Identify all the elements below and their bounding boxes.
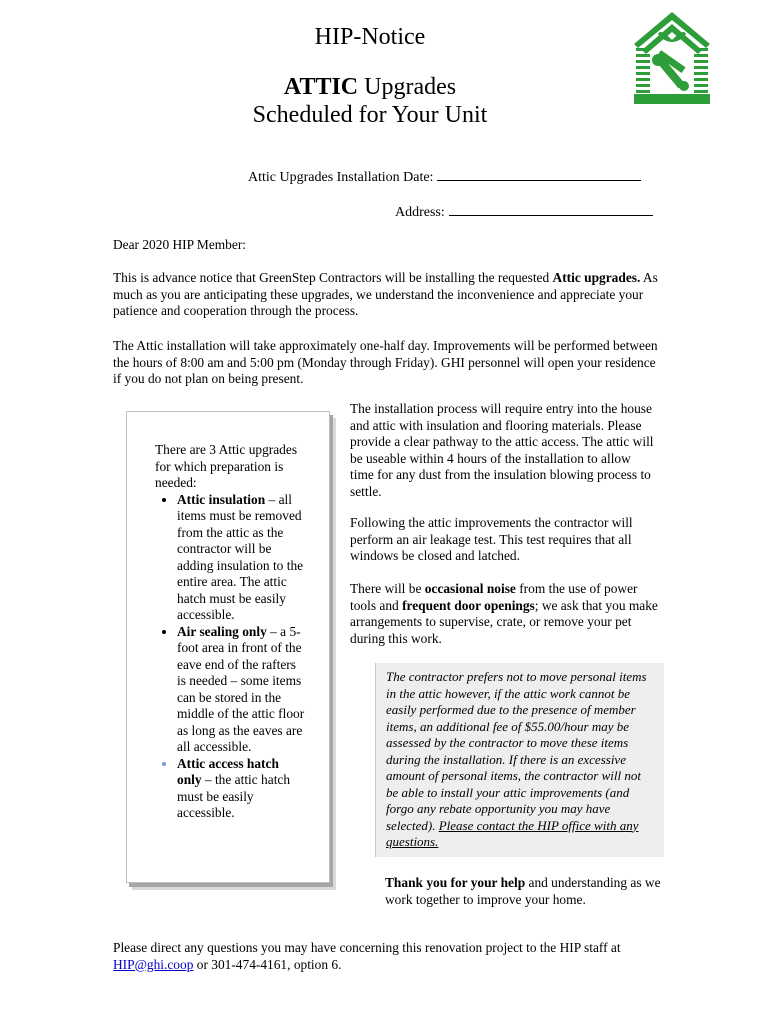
contact-hip-link[interactable]: Please contact the HIP office with any questions. — [386, 817, 639, 849]
address-label: Address: — [395, 205, 445, 220]
contractor-note-box — [375, 663, 664, 857]
list-item — [177, 624, 305, 756]
noise-text-a: There will be — [350, 581, 425, 596]
list-item-title: Attic insulation — [177, 491, 266, 507]
installation-date-blank — [437, 168, 641, 181]
noise-bold: occasional noise — [424, 581, 516, 596]
closing-paragraph — [113, 940, 673, 973]
contractor-note-text: The contractor prefers not to move personal items in the attic however, if the attic work cannot be easily performed due to the presence of member items, an additional fee of $55.00/hour may be assessed by the contractor to move these items during the installation. If there is an excessive amount of personal items, the contractor will not be able to install your attic improvements (and forgo any rebate opportunity you may have selected). — [386, 669, 647, 833]
list-item-text: – the attic hatch must be easily accessible. — [177, 772, 291, 820]
notice-subtitle — [0, 74, 740, 101]
closing-text-a: Please direct any questions you may have concerning this renovation project to the HIP staff at — [113, 940, 621, 955]
installation-process-paragraph: The installation process will require entry into the house and attic with insulation and flooring materials. Please provide a clear pathway to the attic access. The attic will be useable within 4 hours of the installation to allow time for any dust from the insulation blowing process to settle. — [350, 401, 654, 499]
address-blank — [449, 203, 653, 216]
salutation: Dear 2020 HIP Member: — [113, 237, 247, 252]
list-item — [177, 756, 305, 822]
intro-paragraph — [113, 270, 663, 320]
noise-text-c: ; we ask that you make arrangements to supervise, crate, or remove your pet during this work. — [350, 597, 658, 646]
hip-house-tools-logo-icon — [632, 10, 712, 106]
address-field — [395, 203, 653, 221]
noise-paragraph — [350, 581, 660, 647]
installation-date-label: Attic Upgrades Installation Date: — [248, 170, 434, 185]
air-leakage-paragraph: Following the attic improvements the contractor will perform an air leakage test. This test requires that all windows be closed and latched. — [350, 515, 633, 564]
thanks-bold: Thank you for your help — [385, 875, 526, 890]
upgrade-list — [155, 492, 305, 822]
subtitle-bold: ATTIC — [283, 74, 359, 100]
intro-text-b: As much as you are anticipating these upgrades, we understand the inconvenience and appreciate your patience and cooperation through the process. — [113, 270, 658, 319]
list-item-title: Attic access hatch only — [177, 755, 279, 787]
noise-text-b: from the use of power tools and — [350, 581, 638, 613]
intro-text-a: This is advance notice that GreenStep Contractors will be installing the requested — [113, 270, 553, 285]
subtitle-rest: Upgrades — [358, 74, 457, 100]
door-openings-bold: frequent door openings — [402, 597, 535, 613]
schedule-paragraph: The Attic installation will take approximately one-half day. Improvements will be performed between the hours of 8:00 am and 5:00 pm (Monday through Friday). GHI personnel will open your residence if you do not plan on being present. — [113, 338, 658, 387]
intro-bold: Attic upgrades. — [552, 270, 641, 285]
attic-upgrades-sidebar — [126, 411, 330, 883]
thanks-paragraph — [385, 875, 665, 908]
notice-title: HIP-Notice — [314, 24, 426, 50]
notice-subtitle-line2: Scheduled for Your Unit — [252, 102, 488, 128]
thanks-text: and understanding as we work together to improve your home. — [385, 875, 661, 907]
sidebar-intro: There are 3 Attic upgrades for which preparation is needed: — [155, 442, 298, 490]
installation-date-field — [248, 168, 641, 186]
list-item-text: – all items must be removed from the attic as the contractor will be adding insulation to the entire area. The attic hatch must be easily accessible. — [177, 491, 304, 622]
email-link[interactable]: HIP@ghi.coop — [113, 956, 194, 972]
list-item — [177, 492, 305, 624]
list-item-text: – a 5-foot area in front of the eave end of the rafters is needed – some items can be stored in the middle of the attic floor as long as the eaves are all accessible. — [177, 623, 305, 754]
closing-text-b: or 301-474-4161, option 6. — [193, 956, 342, 972]
list-item-title: Air sealing only — [177, 623, 267, 639]
